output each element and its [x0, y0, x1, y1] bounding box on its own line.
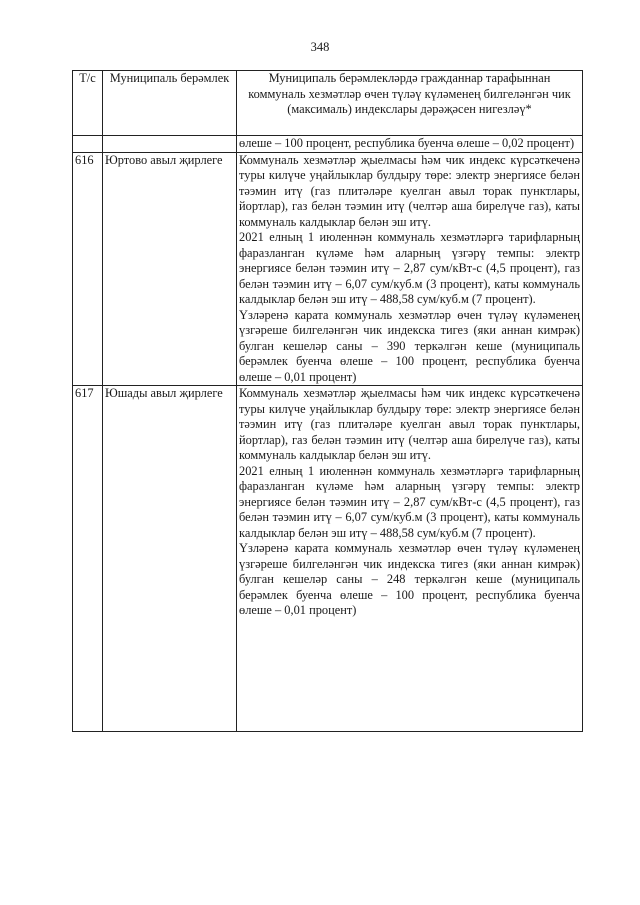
- continuation-description-cell: [237, 136, 583, 153]
- table-row: [73, 152, 583, 386]
- row-description: [237, 386, 583, 732]
- row-number: 616: [73, 152, 103, 386]
- header-description: Муниципаль берәмлекләрдә гражданнар тарафыннан коммуналь хезмәтләр өчен түләү күләменең билгеләнгән чик (максималь) индекслары дәрәҗәсен нигезләү*: [237, 71, 583, 136]
- header-number: Т/с: [73, 71, 103, 136]
- table-row-continuation: [73, 136, 583, 153]
- row-paragraph: 2021 елның 1 июленнән коммуналь хезмәтләргә тарифларның фаразланган күләме һәм аларның үзгәрү темпы: электр энергиясе белән тәэмин итү – 2,87 сум/кВт-с (4,5 процент), газ белән тәэмин итү – 6,07 сум/куб.м (3 процент), каты коммуналь калдыклар белән эш итү – 488,58 сум/куб.м (7 процент).: [239, 463, 580, 540]
- row-paragraph: Үзләренә карата коммуналь хезмәтләр өчен түләү күләменең үзгәреше билгеләнгән чик индекска тигез (яки аннан кимрәк) булган кешеләр саны – 248 теркәлгән кеше (муниципаль берәмлек буенча өлеше – 100 процент, республика буенча өлеше – 0,01 процент): [239, 541, 580, 617]
- header-municipality: Муниципаль берәмлек: [103, 71, 237, 136]
- continuation-municipality-cell: [103, 136, 237, 153]
- table-row: [73, 386, 583, 732]
- row-description: [237, 152, 583, 386]
- row-paragraph: Үзләренә карата коммуналь хезмәтләр өчен түләү күләменең үзгәреше билгеләнгән чик индекска тигез (яки аннан кимрәк) булган кешеләр саны – 390 теркәлгән кеше (муниципаль берәмлек буенча өлеше – 100 процент, республика буенча өлеше – 0,01 процент): [239, 307, 580, 384]
- continuation-number-cell: [73, 136, 103, 153]
- tariff-index-table: [72, 70, 583, 732]
- row-paragraph: 2021 елның 1 июленнән коммуналь хезмәтләргә тарифларның фаразланган күләме һәм аларның үзгәрү темпы: электр энергиясе белән тәэмин итү – 2,87 сум/кВт-с (4,5 процент), газ белән тәэмин итү – 6,07 сум/куб.м (3 процент), каты коммуналь калдыклар белән эш итү – 488,58 сум/куб.м (7 процент).: [239, 230, 580, 306]
- continuation-text: өлеше – 100 процент, республика буенча өлеше – 0,02 процент): [239, 136, 575, 150]
- row-municipality: Юшады авыл җирлеге: [103, 386, 237, 732]
- page-number: 348: [310, 40, 330, 54]
- row-municipality: Юртово авыл җирлеге: [103, 152, 237, 386]
- row-paragraph: Коммуналь хезмәтләр җыелмасы һәм чик индекс күрсәткеченә туры килүче уңайлыклар булдыру төре: электр энергиясе белән тәэмин итү (газ плитәләре куелган авыл торак пунктлары, йортлар), газ белән тәэмин итү (челтәр аша бирелүче газ), каты коммуналь калдыклар белән эш итү.: [239, 386, 580, 462]
- row-paragraph: Коммуналь хезмәтләр җыелмасы һәм чик индекс күрсәткеченә туры килүче уңайлыклар булдыру төре: электр энергиясе белән тәэмин итү (газ плитәләре куелган авыл торак пунктлары, йортлар), газ белән тәэмин итү (челтәр аша бирелүче газ), каты коммуналь калдыклар белән эш итү.: [239, 152, 580, 229]
- row-number: 617: [73, 386, 103, 732]
